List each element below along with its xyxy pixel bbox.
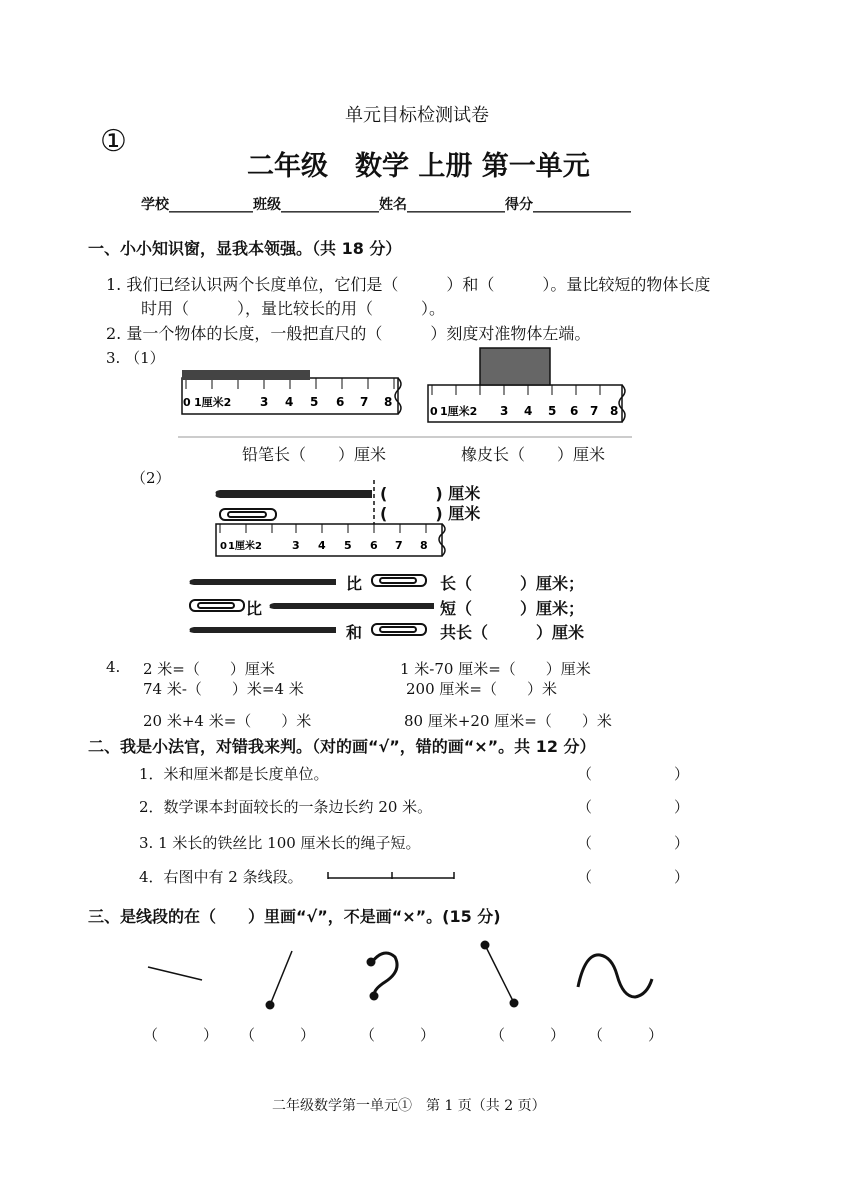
subtitle: 单元目标检测试卷 [345,105,489,126]
paperclip-icon [372,624,426,635]
eraser-shape [480,348,550,385]
svg-text:0: 0 [183,396,191,409]
pencil-shape [182,370,310,380]
judge-item-4: 4．右图中有 2 条线段。 [139,868,303,886]
ruler-left [182,378,401,414]
paperclip-icon [190,600,244,611]
answer-paren-close-2: ） [674,798,690,816]
shape-5-wave [578,955,652,997]
svg-text:8: 8 [610,404,619,418]
compare-word-2: 比 [246,599,263,618]
shapes-figure [130,935,670,1020]
conversion-b: 1 米-70 厘米=（ ）厘米 [400,660,591,678]
conversion-a: 2 米=（ ）厘米 [143,660,275,678]
clip-length-blank: ( ) 厘米 [380,504,481,523]
number-mark: ① [100,124,127,159]
shape-3-curve [367,953,398,1001]
svg-text:3: 3 [500,404,509,418]
eraser-length-caption: 橡皮长（ ）厘米 [461,445,606,464]
conversion-f: 80 厘米+20 厘米=（ ）米 [404,712,612,730]
svg-text:1厘米2: 1厘米2 [228,541,262,552]
question-3-2-label: （2） [131,469,171,487]
answer-slot-2: （ ） [240,1026,316,1044]
compare-word-1: 比 [346,574,363,593]
svg-text:6: 6 [336,395,345,409]
pencil-shape [216,490,373,498]
svg-text:7: 7 [395,539,403,552]
svg-text:4: 4 [524,404,533,418]
page-footer: 二年级数学第一单元① 第 1 页（共 2 页） [272,1098,546,1114]
answer-paren-open-2: （ [577,798,593,816]
question-4-label: 4. [106,658,121,676]
svg-text:1厘米2: 1厘米2 [440,405,478,418]
student-info-line: 学校____________班级______________姓名______________得分______________ [141,197,631,213]
answer-paren-open-3: （ [577,834,593,852]
comparison-figure [186,570,436,640]
conversion-e: 20 米+4 米=（ ）米 [143,712,312,730]
compare-word-3: 和 [346,623,363,642]
svg-text:6: 6 [570,404,579,418]
question-2: 2. 量一个物体的长度，一般把直尺的（ ）刻度对准物体左端。 [106,324,591,343]
svg-text:8: 8 [384,395,393,409]
answer-slot-3: （ ） [360,1026,436,1044]
svg-text:0: 0 [430,405,438,418]
pencil-shape [190,579,337,585]
judge-item-1: 1．米和厘米都是长度单位。 [139,765,329,783]
conversion-d: 200 厘米=（ ）米 [406,680,557,698]
svg-text:0: 0 [220,541,227,552]
question-1-line-1: 1. 我们已经认识两个长度单位，它们是（ ）和（ ）。量比较短的物体长度 [106,275,711,294]
page-title: 二年级 数学 上册 第一单元 [247,151,590,182]
svg-text:1厘米2: 1厘米2 [194,396,232,409]
shape-2-ray [266,951,293,1010]
pencil-length-blank: ( ) 厘米 [380,484,481,503]
segment-figure [326,868,458,882]
svg-text:5: 5 [344,539,352,552]
conversion-c: 74 米-（ ）米=4 米 [143,680,304,698]
paperclip-icon [220,509,276,520]
question-3-label: 3. （1） [106,349,165,367]
answer-slot-5: （ ） [588,1026,664,1044]
svg-text:7: 7 [590,404,599,418]
judge-item-3: 3. 1 米长的铁丝比 100 厘米长的绳子短。 [139,834,421,852]
answer-paren-close-3: ） [674,834,690,852]
section-2-heading: 二、我是小法官，对错我来判。（对的画“√”，错的画“×”。共 12 分） [88,737,596,756]
compare-total-blank: 共长（ ）厘米 [440,623,585,642]
answer-slot-1: （ ） [143,1026,219,1044]
answer-paren-open-1: （ [577,765,593,783]
compare-longer-blank: 长（ ）厘米； [440,574,585,593]
ruler-measurement-figure [170,345,640,440]
svg-text:6: 6 [370,539,378,552]
svg-text:7: 7 [360,395,369,409]
answer-paren-close-1: ） [674,765,690,783]
svg-text:5: 5 [548,404,557,418]
svg-text:4: 4 [318,539,326,552]
answer-slot-4: （ ） [490,1026,566,1044]
judge-item-2: 2．数学课本封面较长的一条边长约 20 米。 [139,798,433,816]
answer-paren-close-4: ） [674,868,690,886]
paperclip-icon [372,575,426,586]
svg-text:3: 3 [260,395,269,409]
pencil-shape [190,627,337,633]
section-3-heading: 三、是线段的在（ ）里画“√”，不是画“×”。(15 分) [88,907,501,926]
shape-4-segment [481,941,519,1008]
answer-paren-open-4: （ [577,868,593,886]
section-1-heading: 一、小小知识窗，显我本领强。（共 18 分） [88,239,402,258]
ruler-right [428,385,625,422]
pencil-shape [270,603,435,609]
compare-shorter-blank: 短（ ）厘米； [440,599,585,618]
question-1-line-2: 时用（ ），量比较长的用（ ）。 [141,299,446,318]
svg-text:3: 3 [292,539,300,552]
svg-text:4: 4 [285,395,294,409]
shape-1-line [148,967,202,980]
svg-text:5: 5 [310,395,319,409]
svg-text:8: 8 [420,539,428,552]
pencil-length-caption: 铅笔长（ ）厘米 [242,445,387,464]
